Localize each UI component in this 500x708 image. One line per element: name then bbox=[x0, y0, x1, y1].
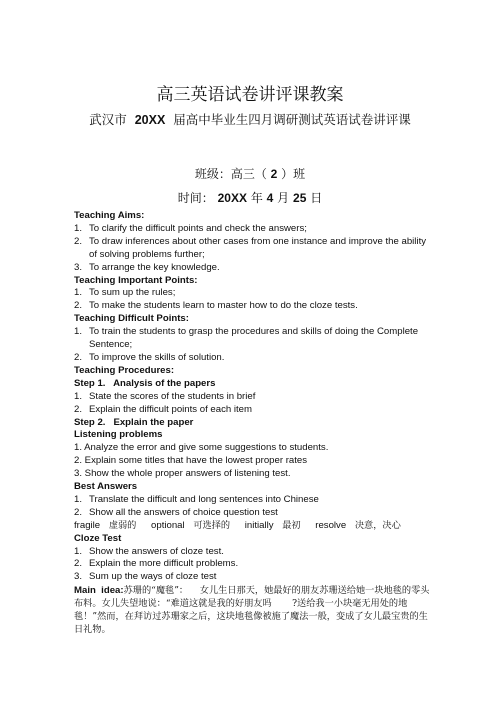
subtitle-text: 届高中毕业生四月调研测试英语试卷讲评课 bbox=[173, 112, 411, 127]
best-answers-heading: Best Answers bbox=[74, 481, 138, 493]
date-day-unit: 日 bbox=[310, 191, 323, 205]
list-item: 2. Explain some titles that have the lowest proper rates bbox=[74, 455, 308, 467]
main-idea-text: 苏珊的“魔毯”： 女儿生日那天，她最好的朋友苏珊送给她一块地毯的零头布料。女儿失望地说：“难道这就是我的好朋友吗 ?送给我一小块毫无用处的地毯！”然而，在拜访过苏珊家之后，这块地毯像被施了魔法一般，变成了女儿最宝贵的生日礼物。 bbox=[74, 585, 430, 636]
vocab-word: optional 可选择的 bbox=[151, 519, 231, 531]
list-item: 1. Analyze the error and give some suggestions to students. bbox=[74, 442, 329, 454]
list-item: 3. To arrange the key knowledge. bbox=[74, 261, 220, 273]
section-heading-difficult-points: Teaching Difficult Points: bbox=[74, 313, 189, 325]
vocabulary-line bbox=[74, 520, 434, 533]
section-heading-procedures: Teaching Procedures: bbox=[74, 364, 175, 376]
section-heading-important-points: Teaching Important Points: bbox=[74, 274, 198, 286]
list-item: 2. To draw inferences about other cases from one instance and improve the ability of solving problems further; bbox=[74, 235, 427, 260]
list-item: 1. Translate the difficult and long sentences into Chinese bbox=[74, 493, 319, 505]
main-idea-label: Main idea: bbox=[74, 585, 124, 597]
subtitle-year: 20XX bbox=[134, 113, 166, 127]
vocab-word: initially 最初 bbox=[244, 519, 301, 531]
list-item: 1. To sum up the rules; bbox=[74, 287, 176, 299]
date-day: 25 bbox=[293, 191, 307, 205]
main-idea-paragraph bbox=[74, 584, 434, 636]
list-item: 3. Sum up the ways of cloze test bbox=[74, 571, 217, 583]
vocab-word: fragile 虚弱的 bbox=[74, 519, 137, 531]
class-line bbox=[0, 165, 500, 182]
class-suffix: ）班 bbox=[281, 167, 306, 181]
list-item: 2. To make the students learn to master how to do the cloze tests. bbox=[74, 300, 358, 312]
subtitle-city: 武汉市 bbox=[89, 112, 127, 127]
document-title: 高三英语试卷讲评课教案 bbox=[156, 85, 344, 105]
list-item: 2. Explain the more difficult problems. bbox=[74, 558, 239, 570]
vocab-word: resolve 决意，决心 bbox=[315, 519, 401, 531]
list-item: 2. Show all the answers of choice question test bbox=[74, 506, 278, 518]
listening-heading: Listening problems bbox=[74, 429, 163, 441]
date-year: 20XX bbox=[217, 191, 247, 205]
class-prefix: 班级：高三（ bbox=[194, 167, 267, 181]
date-month-unit: 月 bbox=[277, 191, 290, 205]
step-1-heading: Step 1. Analysis of the papers bbox=[74, 377, 216, 389]
date-label: 时间： bbox=[177, 191, 214, 205]
cloze-test-heading: Cloze Test bbox=[74, 532, 122, 544]
section-heading-aims: Teaching Aims: bbox=[74, 210, 145, 221]
list-item: 1. To clarify the difficult points and check the answers; bbox=[74, 222, 307, 234]
list-item: 1. To train the students to grasp the procedures and skills of doing the Complete Sentence; bbox=[74, 326, 419, 351]
list-item: 3. Show the whole proper answers of listening test. bbox=[74, 468, 291, 480]
list-item: 1. Show the answers of cloze test. bbox=[74, 545, 224, 557]
lesson-body bbox=[74, 210, 434, 636]
list-item: 2. To improve the skills of solution. bbox=[74, 351, 225, 363]
date-month: 4 bbox=[266, 191, 274, 205]
list-item: 1. State the scores of the students in brief bbox=[74, 390, 256, 402]
step-2-heading: Step 2. Explain the paper bbox=[74, 416, 194, 428]
list-item: 2. Explain the difficult points of each item bbox=[74, 403, 253, 415]
date-year-unit: 年 bbox=[250, 191, 263, 205]
document-subtitle bbox=[0, 110, 500, 128]
class-number: 2 bbox=[270, 167, 278, 181]
date-line bbox=[0, 189, 500, 206]
